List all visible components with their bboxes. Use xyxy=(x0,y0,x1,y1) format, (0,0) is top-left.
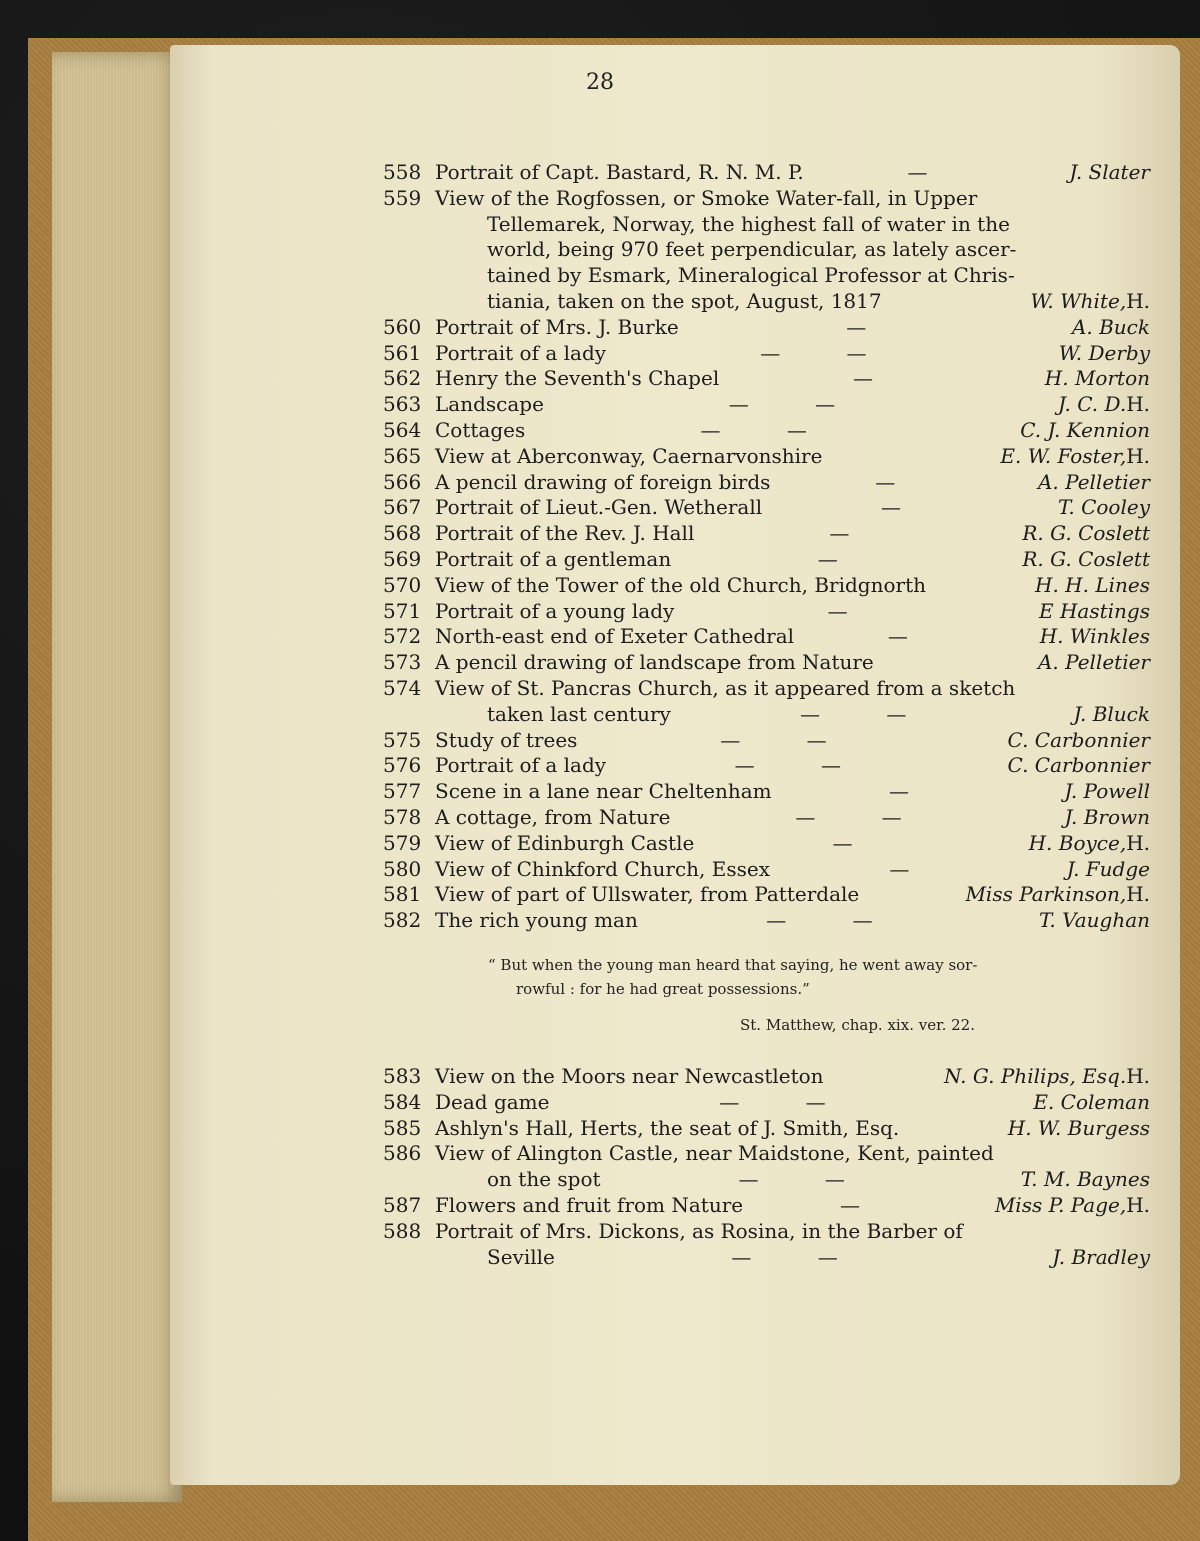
catalogue-entry xyxy=(383,624,1150,650)
entry-number: 575 xyxy=(383,727,422,752)
entry-body xyxy=(435,315,1150,341)
entry-dash: — xyxy=(875,469,926,494)
entry-final-line xyxy=(435,470,1150,496)
entry-final-line xyxy=(435,882,1150,908)
entry-dash: — — xyxy=(760,340,897,365)
entry-dash: — xyxy=(846,314,897,339)
catalogue-entry xyxy=(383,728,1150,754)
entry-number: 583 xyxy=(383,1064,422,1088)
catalogue-entry xyxy=(383,831,1150,857)
entry-dash: — — xyxy=(700,417,837,442)
entry-title: View of the Tower of the old Church, Bridgnorth xyxy=(435,572,927,597)
catalogue-entry xyxy=(383,341,1150,367)
entry-dash: — xyxy=(832,830,883,855)
entry-body xyxy=(435,160,1150,186)
entry-final-line xyxy=(435,521,1150,547)
entry-number: 585 xyxy=(383,1115,422,1140)
catalogue-entry xyxy=(383,1141,1150,1193)
entry-artist: E. Coleman xyxy=(1033,1089,1150,1114)
entry-body xyxy=(435,882,1150,908)
entry-final-line xyxy=(435,289,1150,315)
catalogue-entry xyxy=(383,573,1150,599)
entry-title: Portrait of a lady xyxy=(435,753,607,778)
quote-line-1: “ But when the young man heard that saying, he went away sor- xyxy=(488,956,978,974)
entry-body xyxy=(435,1141,1150,1193)
entry-number: 570 xyxy=(383,572,422,597)
entry-number: 581 xyxy=(383,882,422,907)
catalogue-entry xyxy=(383,444,1150,470)
entry-artist: R. G. Coslett xyxy=(1022,546,1150,571)
entry-dash xyxy=(882,289,1023,315)
entry-final-line xyxy=(435,599,1150,625)
entry-artist: T. Vaughan xyxy=(1038,908,1150,933)
entry-artist: A. Buck xyxy=(1071,314,1150,339)
catalogue-entry xyxy=(383,676,1150,728)
entry-final-line xyxy=(435,753,1150,779)
entry-body xyxy=(435,676,1150,728)
entry-final-line xyxy=(435,728,1150,754)
entry-title-continuation: world, being 970 feet perpendicular, as lately ascer- xyxy=(487,237,1017,262)
entry-body xyxy=(435,908,1150,934)
entry-number: 565 xyxy=(383,443,422,468)
entry-dash: — xyxy=(889,779,939,804)
catalogue-entry xyxy=(383,392,1150,418)
entry-dash xyxy=(822,444,992,470)
entry-body xyxy=(435,573,1150,599)
entry-body xyxy=(435,805,1150,831)
catalogue-entry xyxy=(383,495,1150,521)
entry-number: 588 xyxy=(383,1218,422,1243)
entry-final-line xyxy=(435,315,1150,341)
catalogue-entry xyxy=(383,186,1150,315)
entry-title: A pencil drawing of foreign birds xyxy=(435,469,771,494)
entry-artist: C. Carbonnier xyxy=(1007,727,1150,752)
entry-number: 566 xyxy=(383,469,422,494)
entry-artist: J. Bradley xyxy=(1052,1244,1150,1269)
entry-number: 561 xyxy=(383,340,422,365)
entry-number: 578 xyxy=(383,804,422,829)
entry-dash: — — xyxy=(799,701,937,726)
entry-body xyxy=(435,186,1150,315)
entry-title: A pencil drawing of landscape from Nature xyxy=(435,650,874,675)
entry-title: Ashlyn's Hall, Herts, the seat of J. Smith, Esq. xyxy=(435,1115,900,1140)
entry-dash: — xyxy=(907,160,958,184)
entry-body xyxy=(435,521,1150,547)
entry-final-line xyxy=(435,831,1150,857)
entry-number: 580 xyxy=(383,856,422,881)
catalogue-entry xyxy=(383,521,1150,547)
quote-citation: St. Matthew, chap. xix. ver. 22. xyxy=(740,1016,975,1034)
catalogue-entries-lower xyxy=(383,1064,1150,1270)
entry-dash xyxy=(859,882,957,908)
entry-final-line xyxy=(435,392,1150,418)
entry-title: Flowers and fruit from Nature xyxy=(435,1192,744,1217)
entry-title: North-east end of Exeter Cathedral xyxy=(435,624,795,649)
entry-honorary-mark: H. xyxy=(1126,392,1150,417)
entry-title: Scene in a lane near Cheltenham xyxy=(435,779,772,804)
catalogue-entry xyxy=(383,779,1150,805)
entry-final-line xyxy=(435,857,1150,883)
entry-dash: — — xyxy=(719,1089,856,1114)
catalogue-entry xyxy=(383,160,1150,186)
entry-title: View of Edinburgh Castle xyxy=(435,830,695,855)
entry-body xyxy=(435,547,1150,573)
entry-artist: A. Pelletier xyxy=(1037,469,1150,494)
entry-number: 586 xyxy=(383,1141,422,1166)
entry-title: Portrait of Mrs. Dickons, as Rosina, in the Barber of xyxy=(435,1218,963,1243)
entry-artist: J. Fudge xyxy=(1066,856,1150,881)
entry-number: 574 xyxy=(383,675,422,700)
entry-final-line xyxy=(435,1193,1150,1219)
catalogue-entry xyxy=(383,315,1150,341)
entry-dash xyxy=(926,573,1027,599)
entry-dash: — — xyxy=(728,392,866,417)
entry-artist: J. Powell xyxy=(1064,779,1150,804)
entry-artist: J. Brown xyxy=(1064,804,1150,829)
entry-dash xyxy=(874,650,1030,676)
entry-final-line xyxy=(435,1167,1150,1193)
entry-dash: — xyxy=(817,546,868,571)
catalogue-entry xyxy=(383,470,1150,496)
entry-number: 560 xyxy=(383,314,422,339)
entry-number: 559 xyxy=(383,185,422,210)
entry-artist: A. Pelletier xyxy=(1037,650,1150,675)
entry-body xyxy=(435,650,1150,676)
catalogue-entry xyxy=(383,1219,1150,1271)
entry-number: 587 xyxy=(383,1192,422,1217)
catalogue-entry xyxy=(383,908,1150,934)
entry-body xyxy=(435,624,1150,650)
entry-title: Portrait of a gentleman xyxy=(435,546,672,571)
entry-body xyxy=(435,1193,1150,1219)
entry-body xyxy=(435,470,1150,496)
entry-honorary-mark: H. xyxy=(1126,830,1150,855)
entry-number: 563 xyxy=(383,392,422,417)
page-edges xyxy=(52,52,182,1502)
entry-artist: H. H. Lines xyxy=(1035,572,1150,597)
entry-title: A cottage, from Nature xyxy=(435,804,671,829)
entry-number: 571 xyxy=(383,598,422,623)
entry-title: Portrait of a young lady xyxy=(435,598,675,623)
entry-body xyxy=(435,1116,1150,1142)
entry-final-line xyxy=(435,444,1150,470)
entry-honorary-mark: H. xyxy=(1126,1064,1150,1088)
entry-final-line xyxy=(435,908,1150,934)
entry-dash: — — xyxy=(795,804,932,829)
entry-body xyxy=(435,1219,1150,1271)
entry-number: 582 xyxy=(383,908,422,933)
entry-artist: H. Morton xyxy=(1044,366,1150,391)
entry-final-line xyxy=(435,160,1150,186)
entry-title: View of Chinkford Church, Essex xyxy=(435,856,771,881)
entry-title: Portrait of Capt. Bastard, R. N. M. P. xyxy=(435,160,804,184)
entry-title: Seville xyxy=(487,1244,555,1269)
entry-artist: J. Slater xyxy=(1069,160,1150,184)
entry-body xyxy=(435,857,1150,883)
entry-dash: — xyxy=(829,521,880,546)
entry-final-line xyxy=(435,547,1150,573)
entry-number: 562 xyxy=(383,366,422,391)
entry-final-line xyxy=(435,650,1150,676)
entry-title: on the spot xyxy=(487,1167,601,1192)
catalogue-entry xyxy=(383,547,1150,573)
catalogue-entry xyxy=(383,418,1150,444)
entry-dash: — xyxy=(889,856,940,881)
entry-final-line xyxy=(435,573,1150,599)
entry-artist: C. Carbonnier xyxy=(1007,753,1150,778)
entry-title: The rich young man xyxy=(435,908,638,933)
catalogue-entry xyxy=(383,1193,1150,1219)
entry-body xyxy=(435,341,1150,367)
quote-line-2: rowful : for he had great possessions.” xyxy=(516,980,810,998)
entry-body xyxy=(435,753,1150,779)
entry-body xyxy=(435,779,1150,805)
catalogue-entry xyxy=(383,650,1150,676)
page-number: 28 xyxy=(586,70,614,95)
catalogue-entry xyxy=(383,805,1150,831)
catalogue-entry xyxy=(383,1090,1150,1116)
entry-number: 573 xyxy=(383,650,422,675)
catalogue-entry xyxy=(383,1064,1150,1090)
entry-artist: N. G. Philips, Esq. xyxy=(943,1064,1127,1088)
entry-artist: C. J. Kennion xyxy=(1020,417,1150,442)
entry-title: tiania, taken on the spot, August, 1817 xyxy=(487,288,882,313)
catalogue-entry xyxy=(383,857,1150,883)
entry-dash: — — xyxy=(731,1244,868,1269)
catalogue-entries-upper xyxy=(383,160,1150,934)
catalogue-entry xyxy=(383,366,1150,392)
entry-dash: — xyxy=(881,495,932,520)
entry-title: Portrait of a lady xyxy=(435,340,607,365)
entry-dash: — xyxy=(887,624,938,649)
entry-dash: — — xyxy=(734,753,871,778)
entry-artist: W. Derby xyxy=(1058,340,1150,365)
entry-body xyxy=(435,495,1150,521)
entry-title: Portrait of Mrs. J. Burke xyxy=(435,314,679,339)
catalogue-entry xyxy=(383,599,1150,625)
entry-final-line xyxy=(435,624,1150,650)
entry-title: Landscape xyxy=(435,392,544,417)
entry-artist: E. W. Foster, xyxy=(1000,443,1127,468)
entry-artist: H. Boyce, xyxy=(1028,830,1127,855)
entry-number: 576 xyxy=(383,753,422,778)
entry-body xyxy=(435,728,1150,754)
entry-number: 567 xyxy=(383,495,422,520)
entry-honorary-mark: H. xyxy=(1126,882,1150,907)
entry-final-line xyxy=(435,495,1150,521)
entry-body xyxy=(435,418,1150,444)
entry-number: 584 xyxy=(383,1089,422,1114)
catalogue-entry xyxy=(383,882,1150,908)
entry-number: 558 xyxy=(383,160,422,184)
entry-artist: T. Cooley xyxy=(1057,495,1150,520)
entry-body xyxy=(435,366,1150,392)
entry-dash: — — xyxy=(738,1167,875,1192)
entry-title-continuation: tained by Esmark, Mineralogical Professor at Chris- xyxy=(487,263,1015,288)
entry-artist: J. C. D. xyxy=(1058,392,1127,417)
entry-final-line xyxy=(435,366,1150,392)
catalogue-entry xyxy=(383,1116,1150,1142)
entry-title: View of part of Ullswater, from Patterdale xyxy=(435,882,860,907)
entry-dash: — xyxy=(853,366,903,391)
entry-title: taken last century xyxy=(487,701,671,726)
entry-dash: — — xyxy=(766,908,903,933)
entry-dash xyxy=(824,1064,936,1090)
entry-title-continuation: Tellemarek, Norway, the highest fall of water in the xyxy=(487,211,1010,236)
entry-number: 572 xyxy=(383,624,422,649)
catalogue-entry xyxy=(383,753,1150,779)
entry-title: Cottages xyxy=(435,417,526,442)
entry-artist: Miss Parkinson, xyxy=(965,882,1127,907)
entry-final-line xyxy=(435,418,1150,444)
entry-title: Portrait of Lieut.-Gen. Wetherall xyxy=(435,495,763,520)
entry-dash xyxy=(899,1116,1000,1142)
entry-final-line xyxy=(435,1116,1150,1142)
entry-final-line xyxy=(435,805,1150,831)
entry-final-line xyxy=(435,1064,1150,1090)
entry-artist: J. Bluck xyxy=(1073,701,1150,726)
entry-honorary-mark: H. xyxy=(1126,288,1150,313)
entry-body xyxy=(435,831,1150,857)
entry-final-line xyxy=(435,702,1150,728)
entry-body xyxy=(435,392,1150,418)
entry-body xyxy=(435,444,1150,470)
entry-artist: H. Winkles xyxy=(1039,624,1150,649)
entry-title: View on the Moors near Newcastleton xyxy=(435,1064,824,1088)
entry-final-line xyxy=(435,779,1150,805)
entry-final-line xyxy=(435,1090,1150,1116)
entry-title: Dead game xyxy=(435,1089,550,1114)
entry-artist: H. W. Burgess xyxy=(1007,1115,1150,1140)
entry-dash: — xyxy=(827,598,878,623)
entry-honorary-mark: H. xyxy=(1126,1192,1150,1217)
entry-number: 564 xyxy=(383,417,422,442)
entry-title: View of St. Pancras Church, as it appeared from a sketch xyxy=(435,675,1016,700)
entry-number: 569 xyxy=(383,546,422,571)
entry-artist: T. M. Baynes xyxy=(1020,1167,1150,1192)
entry-artist: Miss P. Page, xyxy=(994,1192,1127,1217)
entry-title: Study of trees xyxy=(435,727,578,752)
entry-number: 579 xyxy=(383,830,422,855)
entry-artist: R. G. Coslett xyxy=(1022,521,1150,546)
entry-artist: W. White, xyxy=(1030,288,1127,313)
entry-dash: — xyxy=(839,1192,890,1217)
entry-number: 577 xyxy=(383,779,422,804)
entry-title: View at Aberconway, Caernarvonshire xyxy=(435,443,823,468)
entry-final-line xyxy=(435,341,1150,367)
entry-honorary-mark: H. xyxy=(1126,443,1150,468)
entry-final-line xyxy=(435,1245,1150,1271)
scripture-quote xyxy=(488,953,1048,1001)
entry-title: View of Alington Castle, near Maidstone, Kent, painted xyxy=(435,1141,994,1166)
entry-title: Henry the Seventh's Chapel xyxy=(435,366,720,391)
entry-number: 568 xyxy=(383,521,422,546)
entry-dash: — — xyxy=(720,727,857,752)
entry-title: View of the Rogfossen, or Smoke Water-fall, in Upper xyxy=(435,185,978,210)
entry-body xyxy=(435,599,1150,625)
entry-artist: E Hastings xyxy=(1039,598,1150,623)
entry-title: Portrait of the Rev. J. Hall xyxy=(435,521,695,546)
entry-body xyxy=(435,1064,1150,1090)
entry-body xyxy=(435,1090,1150,1116)
